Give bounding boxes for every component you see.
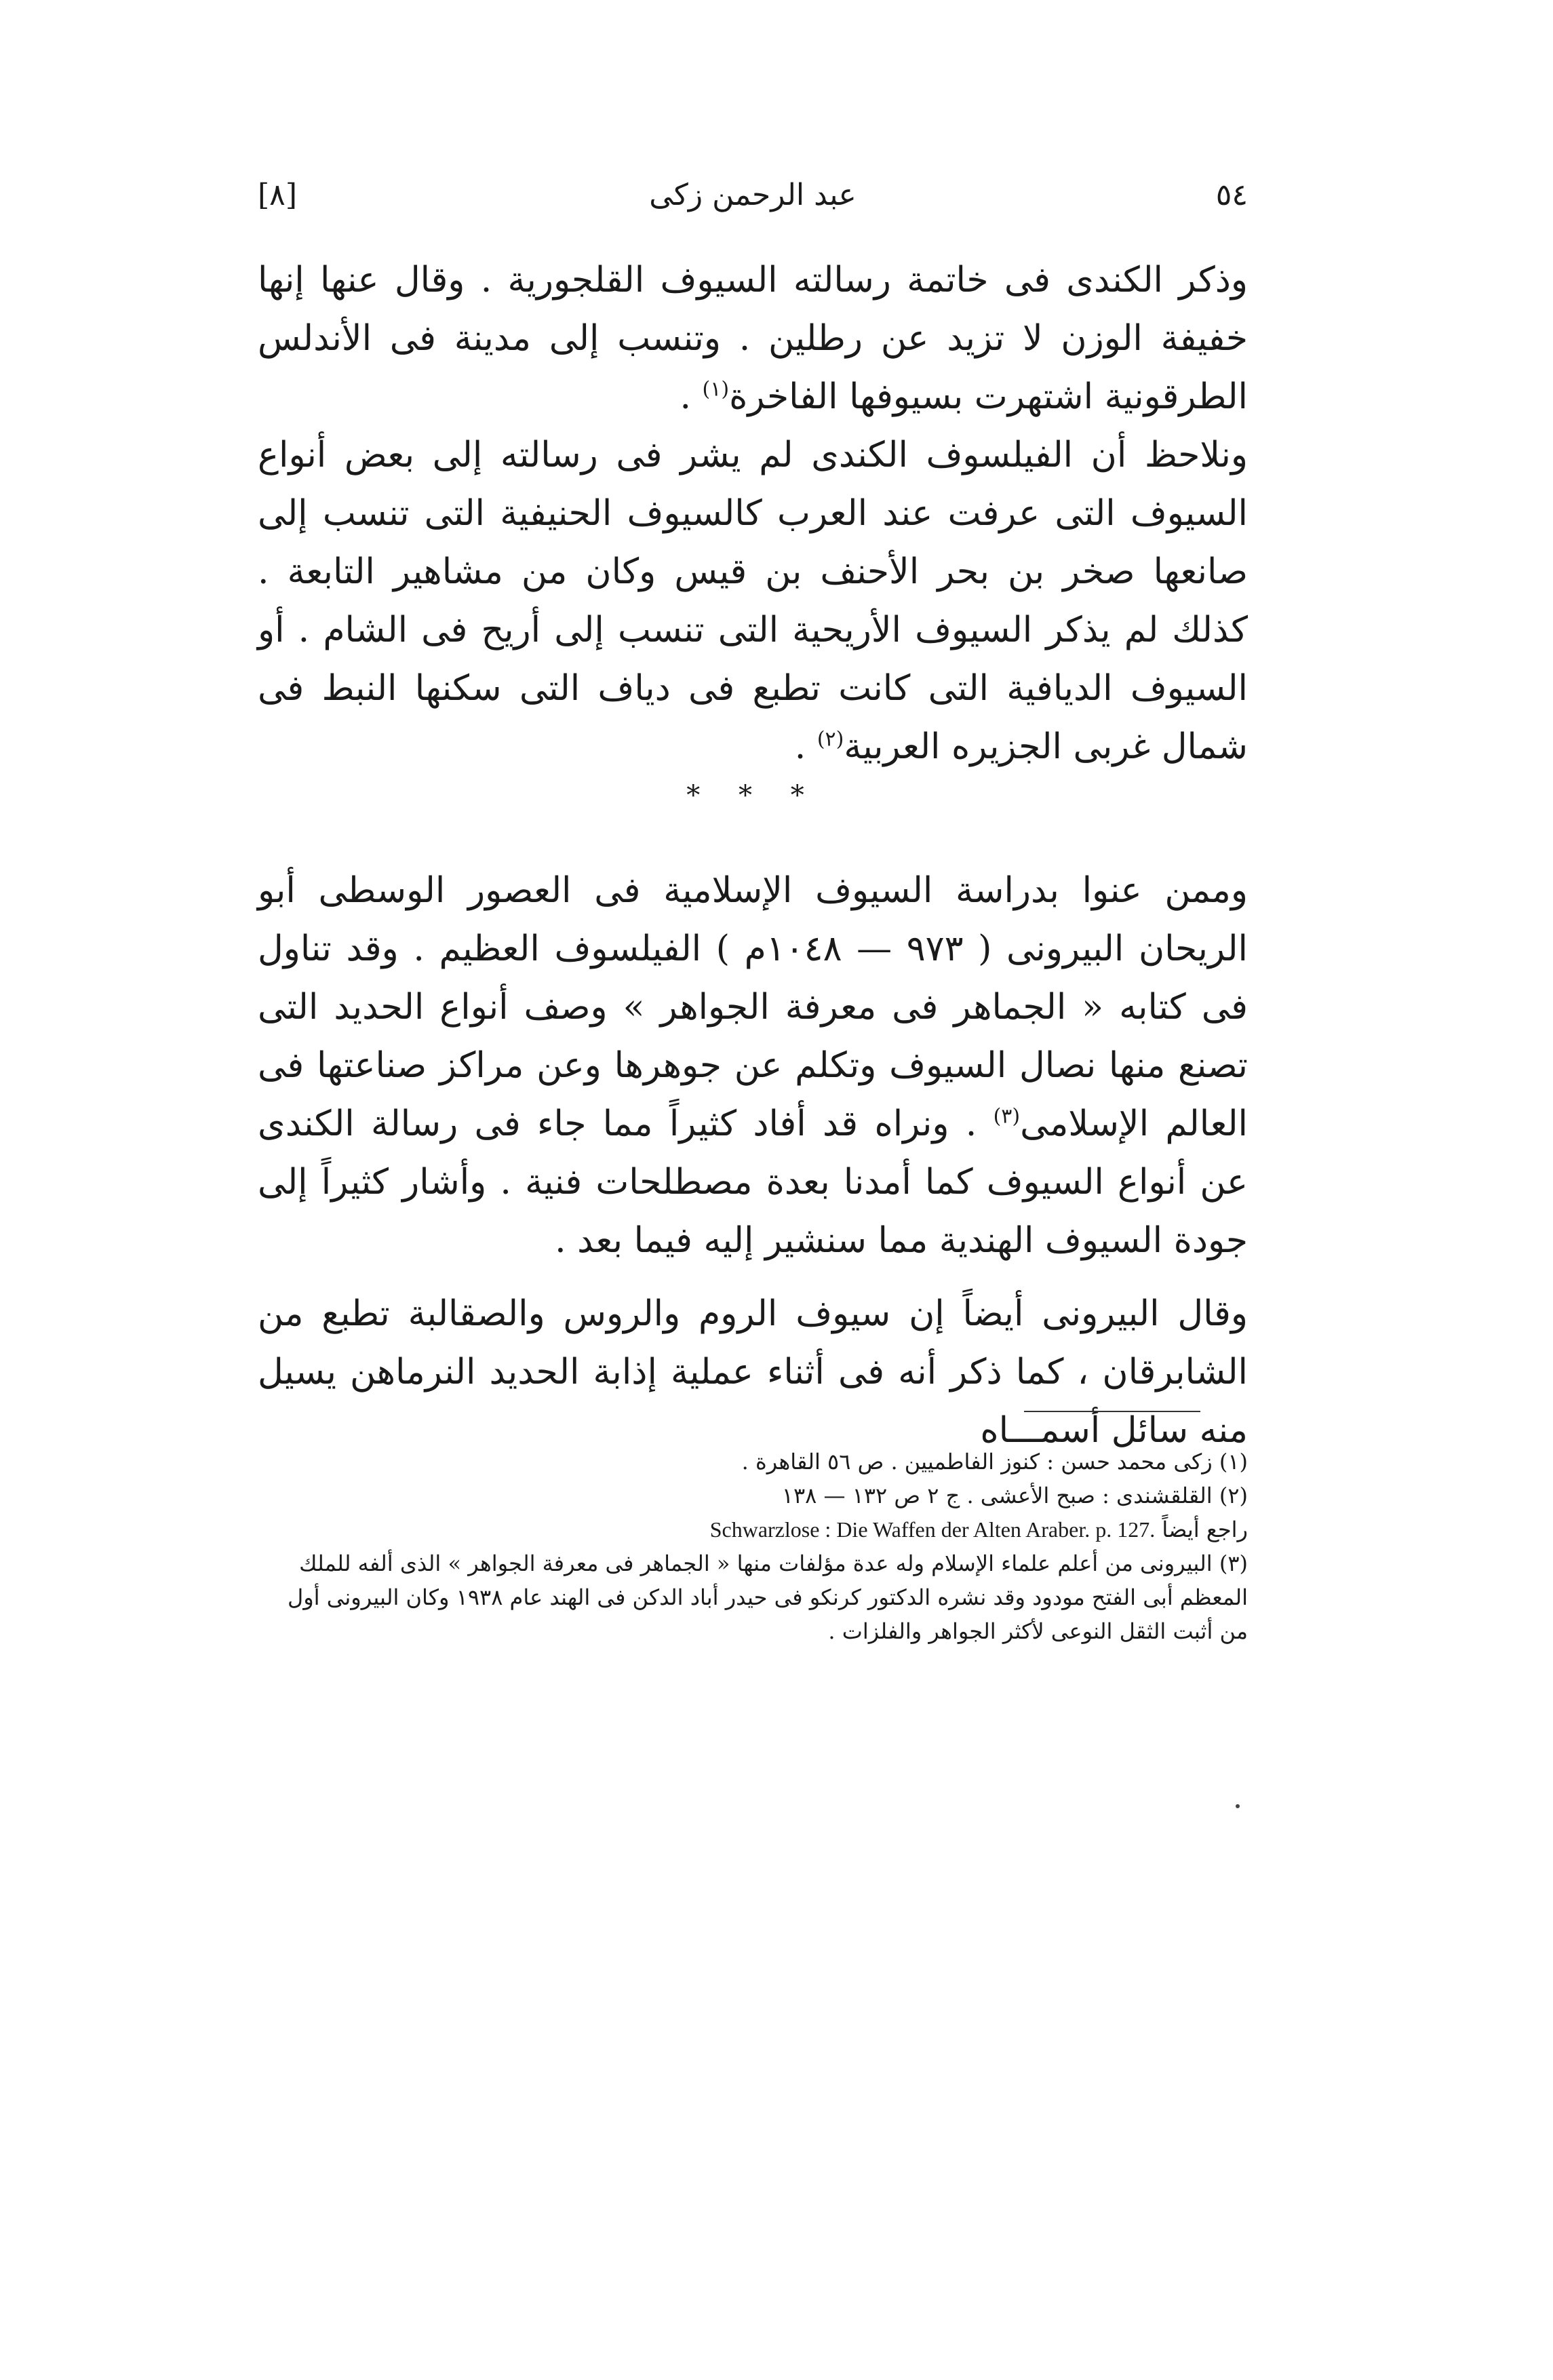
paragraph [258, 861, 1248, 1270]
footnote-ref[interactable]: (٣) [993, 1104, 1021, 1129]
paragraph-text: ونلاحظ أن الفيلسوف الكندى لم يشر فى رسالته إلى بعض أنواع السيوف التى عرفت عند العرب كالسيوف الحنيفية التى تنسب إلى صانعها صخر بن بحر الأحنف بن قيس وكان من مشاهير التابعة . كذلك لم يذكر السيوف الأريحية التى تنسب إلى أريح فى الشام . أو السيوف الديافية التى كانت تطبع فى دياف التى سكنها النبط فى شمال غربى الجزيره العربية [258, 435, 1248, 767]
paragraph-text: وذكر الكندى فى خاتمة رسالته السيوف القلجورية . وقال عنها إنها خفيفة الوزن لا تزيد عن رطلين . وتنسب إلى مدينة فى الأندلس الطرقونية اشتهرت بسيوفها الفاخرة [258, 260, 1248, 417]
paragraph-tail: . ونراه قد أفاد كثيراً مما جاء فى رسالة الكندى عن أنواع السيوف كما أمدنا بعدة مصطلحات فنية . وأشار كثيراً إلى جودة السيوف الهندية مما سنشير إليه فيما بعد . [258, 1104, 1248, 1261]
footnote: (٢) القلقشندى : صبح الأعشى . ج ٢ ص ١٣٢ — ١٣٨ [781, 1483, 1248, 1508]
paragraph [258, 1285, 1248, 1460]
section-number: [٨] [258, 178, 297, 212]
paragraph-text: وممن عنوا بدراسة السيوف الإسلامية فى العصور الوسطى أبو الريحان البيرونى ( ٩٧٣ — ١٠٤٨م ) الفيلسوف العظيم . وقد تناول فى كتابه « الجماهر فى معرفة الجواهر » وصف أنواع الحديد التى تصنع منها نصال السيوف وتكلم عن جوهرها وعن مراكز صناعتها فى العالم الإسلامى [258, 870, 1248, 1144]
paragraph-tail: . [794, 726, 817, 767]
paragraph-text: وقال البيرونى أيضاً إن سيوف الروم والروس والصقالبة تطبع من الشابرقان ، كما ذكر أنه فى أثناء عملية إذابة الحديد النرماهن يسيل منه سائل أسمـــاه [258, 1293, 1248, 1451]
footnote-rule [1024, 1411, 1200, 1412]
page-header [258, 178, 1248, 232]
footnote: (١) زكى محمد حسن : كنوز الفاطميين . ص ٥٦ القاهرة . [741, 1449, 1248, 1475]
footnote-see-also: راجع أيضاً [1162, 1517, 1248, 1542]
paragraph [258, 251, 1248, 426]
footnote-ref[interactable]: (٢) [817, 727, 844, 752]
body-text-bottom [258, 861, 1248, 1460]
paragraph-tail: . [680, 376, 703, 417]
paragraph [258, 426, 1248, 776]
body-text-top [258, 251, 1248, 776]
speck-mark [1236, 1804, 1240, 1808]
section-separator: * * * [686, 780, 819, 811]
running-title: عبد الرحمن زكى [649, 178, 857, 212]
footnote: (٣) البيرونى من أعلم علماء الإسلام وله عدة مؤلفات منها « الجماهر فى معرفة الجواهر » الذى ألفه للملك المعظم أبى الفتح مودود وقد نشره الدكتور كرنكو فى حيدر أباد الدكن فى الهند عام ١٩٣٨ وكان البيرونى أول من أثبت الثقل النوعى لأكثر الجواهر والفلزات . [287, 1550, 1248, 1644]
footnote-latin-citation: Schwarzlose : Die Waffen der Alten Araber. p. 127. [709, 1517, 1156, 1542]
footnotes [258, 1445, 1248, 1648]
page-number: ٥٤ [1215, 178, 1248, 212]
footnote [258, 1513, 1248, 1546]
footnote-ref[interactable]: (١) [702, 377, 730, 402]
